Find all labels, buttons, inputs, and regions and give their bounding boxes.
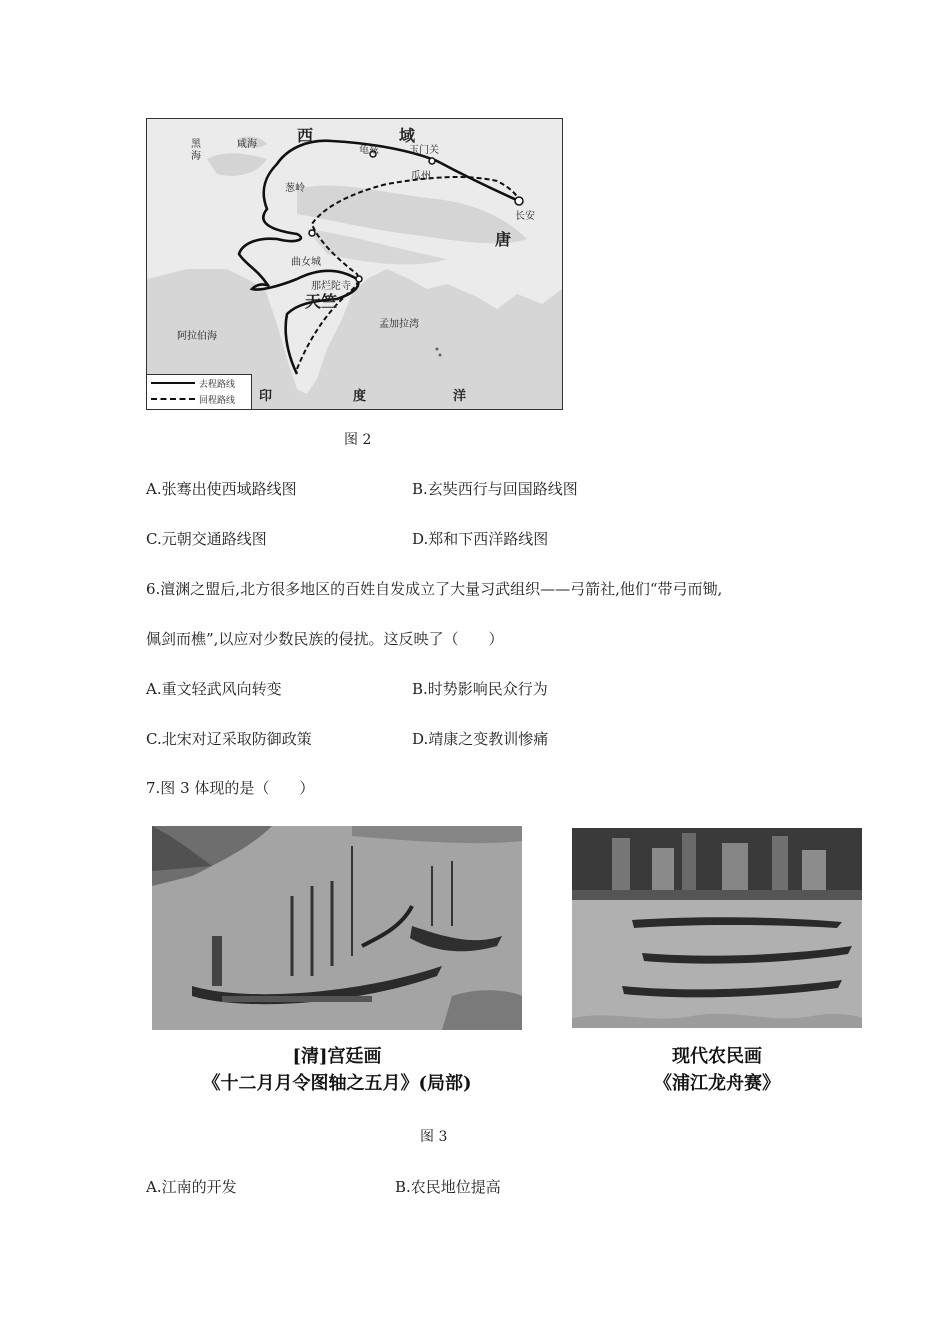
map-label-tang: 唐 (495, 230, 512, 249)
legend-row-outbound (147, 375, 251, 391)
map-label-indian-ocean-1: 印 (259, 389, 273, 404)
map-label-changan: 长安 (515, 211, 535, 222)
map-label-nalantuo: 那烂陀寺 (311, 281, 351, 292)
legend-row-return (147, 391, 251, 407)
dashed-line-icon (151, 398, 195, 400)
pujiang-farmer-painting-graphic (572, 828, 862, 1028)
q7-stem: 7.图 3 体现的是（ ） (146, 779, 315, 797)
legend-return-label: 回程路线 (199, 395, 236, 406)
qing-court-painting (152, 826, 522, 1030)
map-label-guazhou: 瓜州 (411, 171, 431, 182)
figure3-caption: 图 3 (420, 1129, 448, 1145)
q5-option-a: A.张骞出使西域路线图 (146, 480, 297, 498)
right-painting-title-line1: 现代农民画 (672, 1046, 762, 1067)
solid-line-icon (151, 382, 195, 384)
map-label-xiyu-west: 西 (297, 126, 314, 145)
route-map (146, 118, 563, 410)
q6-stem-line2: 佩剑而樵”,以应对少数民族的侵扰。这反映了（ ） (146, 630, 504, 648)
q6-option-a: A.重文轻武风向转变 (146, 680, 282, 698)
left-painting-title-line1: [清]宫廷画 (292, 1046, 382, 1067)
map-label-qunv-cheng: 曲女城 (291, 257, 321, 268)
map-label-qiuci: 龟兹 (359, 145, 379, 156)
q7-option-a: A.江南的开发 (146, 1178, 237, 1196)
map-label-indian-ocean-3: 洋 (453, 389, 467, 404)
map-label-heihai: 黑海 (191, 139, 201, 162)
q7-option-b: B.农民地位提高 (395, 1178, 501, 1196)
q5-option-b: B.玄奘西行与回国路线图 (412, 480, 578, 498)
map-label-tianzhu: 天竺 (305, 292, 338, 311)
map-label-xianhai: 咸海 (237, 139, 257, 150)
qing-court-painting-graphic (152, 826, 522, 1030)
q6-option-d: D.靖康之变教训惨痛 (412, 730, 549, 748)
q6-option-b: B.时势影响民众行为 (412, 680, 548, 698)
left-painting-title-line2: 《十二月月令图轴之五月》(局部) (202, 1073, 472, 1094)
legend-outbound-label: 去程路线 (199, 379, 236, 390)
figure2-caption: 图 2 (344, 432, 372, 448)
map-label-congling: 葱岭 (285, 183, 305, 194)
q6-option-c: C.北宋对辽采取防御政策 (146, 730, 312, 748)
q6-stem-line1: 6.澶渊之盟后,北方很多地区的百姓自发成立了大量习武组织——弓箭社,他们“带弓而锄, (146, 580, 723, 598)
map-label-indian-ocean-2: 度 (353, 389, 367, 404)
map-label-arabian-sea: 阿拉伯海 (177, 331, 217, 342)
map-label-bengal-bay: 孟加拉湾 (379, 319, 419, 330)
map-legend (147, 374, 252, 409)
right-painting-title-line2: 《浦江龙舟赛》 (654, 1073, 780, 1094)
pujiang-farmer-painting (572, 828, 862, 1028)
q5-option-c: C.元朝交通路线图 (146, 530, 267, 548)
map-graphic (147, 119, 562, 409)
map-label-xiyu-region: 域 (399, 126, 416, 145)
q5-option-d: D.郑和下西洋路线图 (412, 530, 549, 548)
map-label-yumenguan: 玉门关 (409, 145, 439, 156)
